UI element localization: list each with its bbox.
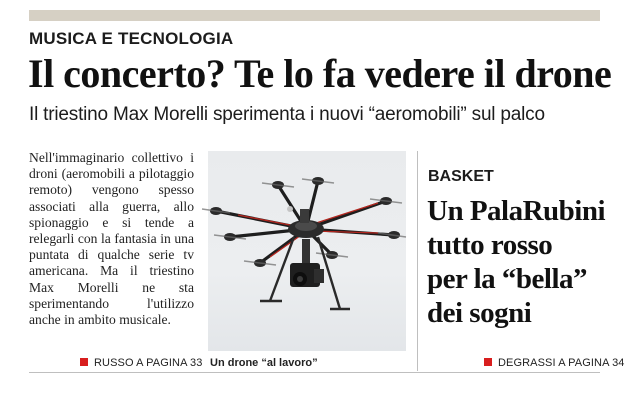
bottom-rule (29, 372, 600, 373)
page-reference-right[interactable] (484, 357, 625, 369)
drone-photo (208, 151, 406, 351)
sidebar-headline-line: tutto rosso (427, 229, 553, 261)
column-divider (417, 151, 418, 371)
page-reference-left[interactable] (80, 357, 203, 369)
sidebar-headline-line: per la “bella” (427, 263, 588, 295)
page-reference-left-label: RUSSO A PAGINA 33 (94, 357, 203, 369)
sidebar-headline-line: dei sogni (427, 297, 532, 329)
headline[interactable]: Il concerto? Te lo fa vedere il drone (28, 51, 612, 96)
sidebar-section-kicker: BASKET (428, 168, 494, 185)
red-square-icon (80, 358, 88, 366)
photo-caption: Un drone “al lavoro” (210, 357, 318, 369)
top-rule (29, 10, 600, 21)
page-reference-right-label: DEGRASSI A PAGINA 34 (498, 357, 625, 369)
subheadline: Il triestino Max Morelli sperimenta i nuovi “aeromobili” sul palco (29, 104, 545, 125)
sidebar-headline[interactable] (427, 194, 606, 330)
sidebar-headline-line: Un PalaRubini (427, 195, 606, 227)
section-kicker: MUSICA E TECNOLOGIA (29, 29, 234, 48)
red-square-icon (484, 358, 492, 366)
article-body: Nell'immaginario collettivo i droni (aeromobili a pilotaggio remoto) vengono spesso associati alla guerra, allo spionaggio e si tende a relegarli con la fantasia in una puntata di qualche serie tv americana. Ma il triestino Max Morelli ne sta sperimentando l'utilizzo anche in ambito musicale. (29, 150, 194, 328)
drone-illustration (208, 151, 406, 351)
